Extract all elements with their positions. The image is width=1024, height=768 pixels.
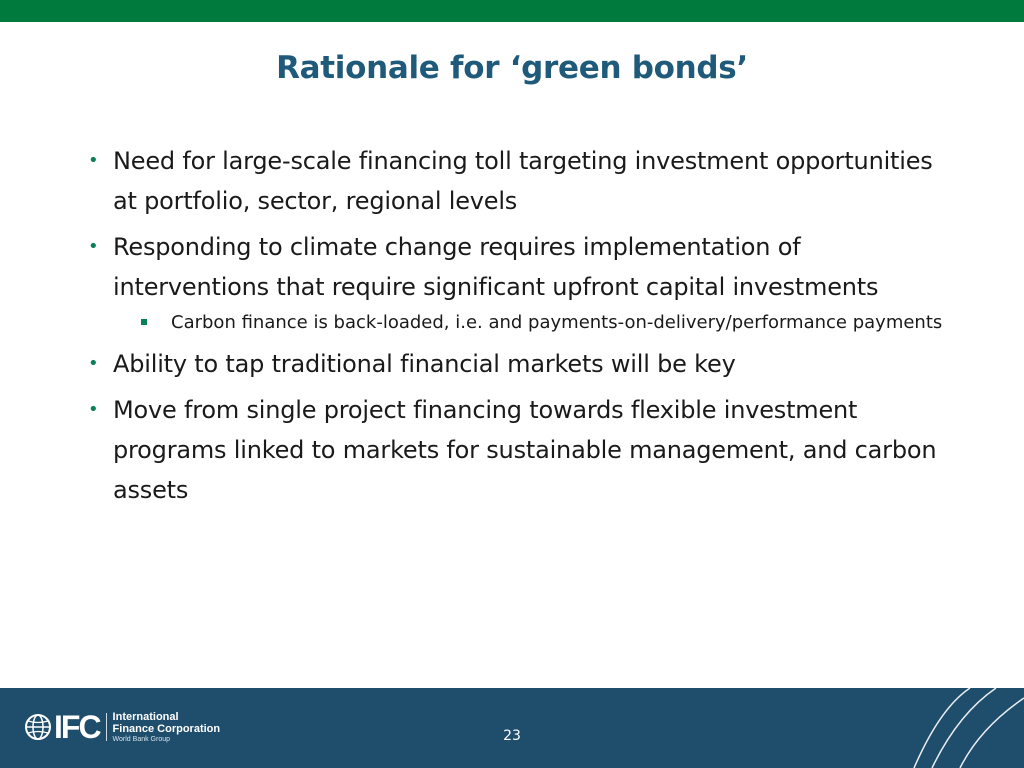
logo-letters: IFC xyxy=(54,709,100,745)
bullet-text: Responding to climate change requires implementation of interventions that require significant upfront capital investments xyxy=(113,233,879,301)
bullet-text: Need for large-scale financing toll targeting investment opportunities at portfolio, sector, regional levels xyxy=(113,147,933,215)
bullet-text: Ability to tap traditional financial markets will be key xyxy=(113,350,736,378)
bullet-item xyxy=(84,141,954,221)
org-name-line2: Finance Corporation xyxy=(112,722,221,735)
bullet-dot-icon: • xyxy=(88,236,99,257)
top-accent-bar xyxy=(0,0,1024,22)
slide-title: Rationale for ‘green bonds’ xyxy=(276,50,748,86)
org-name-line1: International xyxy=(112,710,179,723)
footer-bar xyxy=(0,688,1024,768)
sub-bullet-text: Carbon finance is back-loaded, i.e. and payments-on-delivery/performance payments xyxy=(171,312,943,333)
decorative-swoosh xyxy=(900,688,1024,768)
bullet-item xyxy=(84,390,954,510)
page-number: 23 xyxy=(503,728,521,744)
bullet-dot-icon: • xyxy=(88,353,99,374)
sub-bullet-item xyxy=(84,309,954,336)
bullet-dot-icon: • xyxy=(88,399,99,420)
bullet-item xyxy=(84,227,954,307)
square-bullet-icon xyxy=(141,319,147,325)
bullet-item xyxy=(84,344,954,384)
org-subtitle: World Bank Group xyxy=(112,735,170,743)
bullet-dot-icon: • xyxy=(88,150,99,171)
bullet-text: Move from single project financing towards flexible investment programs linked to markets for sustainable management, and carbon assets xyxy=(113,396,937,504)
slide-content xyxy=(84,141,954,516)
